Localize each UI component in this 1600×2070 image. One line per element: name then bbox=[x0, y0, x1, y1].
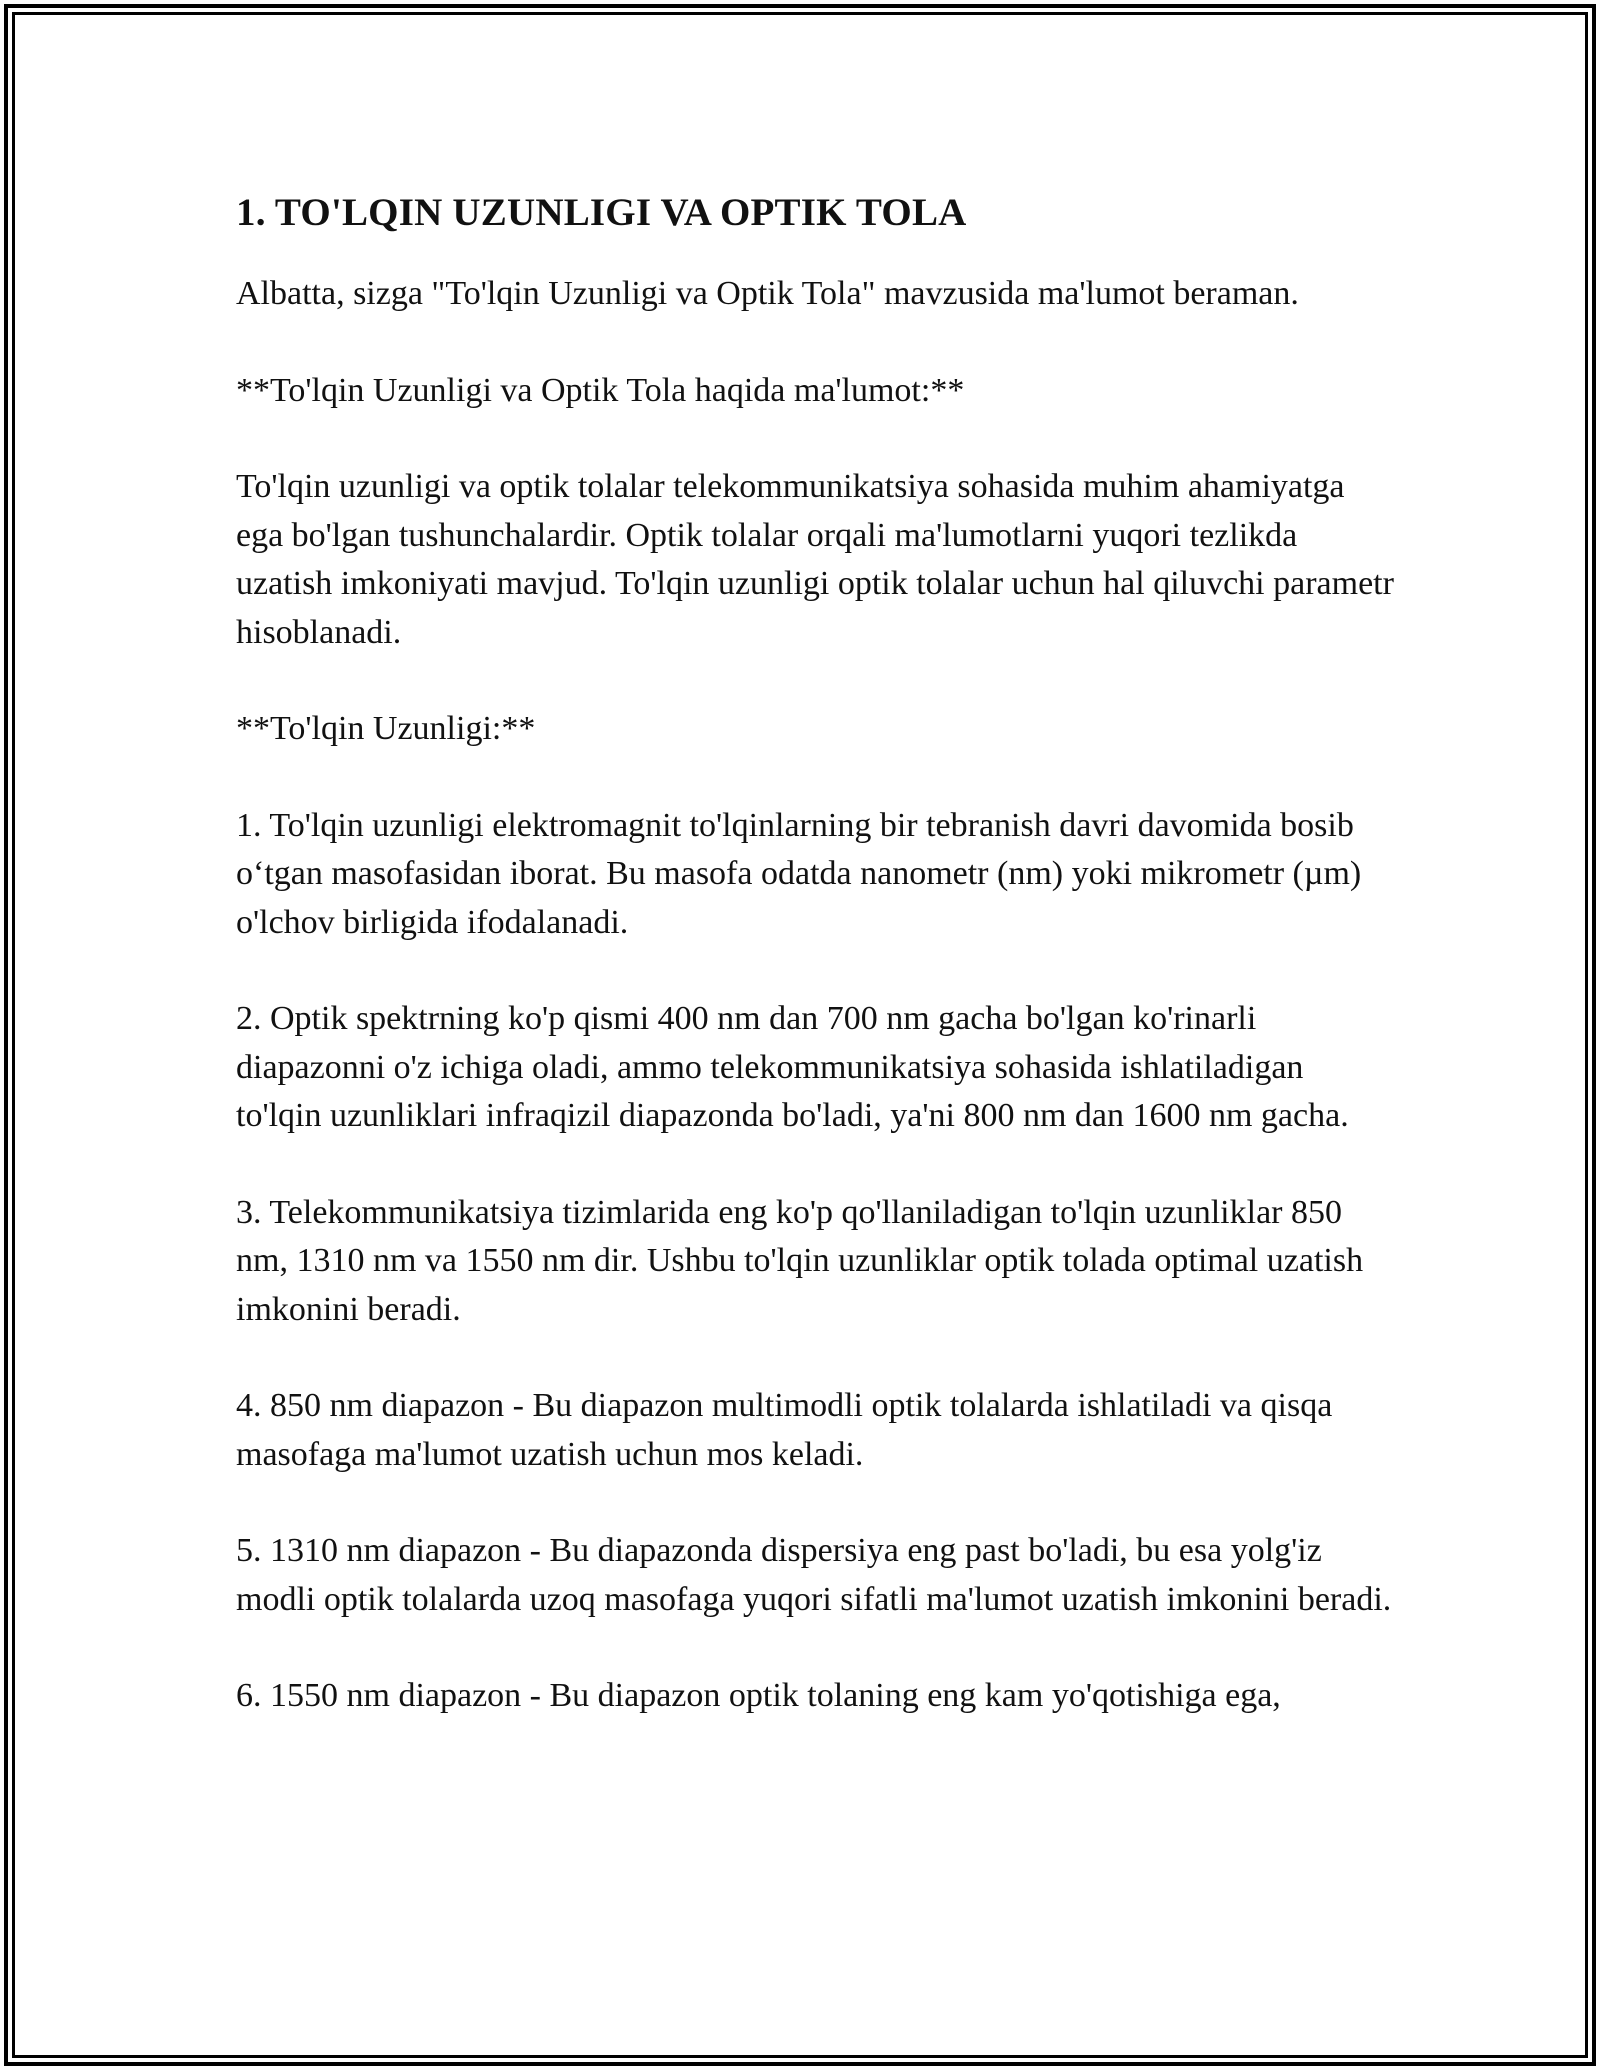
document-body bbox=[236, 188, 1396, 1769]
paragraph-item-6: 6. 1550 nm diapazon - Bu diapazon optik tolaning eng kam yo'qotishiga ega, bbox=[236, 1677, 1281, 1714]
paragraph-item-2: 2. Optik spektrning ko'p qismi 400 nm dan 700 nm gacha bo'lgan ko'rinarli diapazonni o'z ichiga oladi, ammo telekommunikatsiya sohasida ishlatiladigan to'lqin uzunliklari infraqizil diapazonda bo'ladi, ya'ni 800 nm dan 1600 nm gacha. bbox=[236, 1000, 1349, 1134]
paragraph-subheading-wavelength: **To'lqin Uzunligi:** bbox=[236, 710, 536, 747]
paragraph-subheading-info: **To'lqin Uzunligi va Optik Tola haqida ma'lumot:** bbox=[236, 371, 965, 409]
paragraph-item-5: 5. 1310 nm diapazon - Bu diapazonda dispersiya eng past bo'ladi, bu esa yolg'iz modli optik tolalarda uzoq masofaga yuqori sifatli ma'lumot uzatish imkonini beradi. bbox=[236, 1532, 1392, 1618]
paragraph-intro: Albatta, sizga "To'lqin Uzunligi va Optik Tola" mavzusida ma'lumot beraman. bbox=[236, 275, 1299, 312]
paragraph-item-1: 1. To'lqin uzunligi elektromagnit to'lqinlarning bir tebranish davri davomida bosib o‘tgan masofasidan iborat. Bu masofa odatda nanometr (nm) yoki mikrometr (µm) o'lchov birligida ifodalanadi. bbox=[236, 806, 1362, 941]
paragraph-overview: To'lqin uzunligi va optik tolalar telekommunikatsiya sohasida muhim ahamiyatga ega bo'lgan tushunchalardir. Optik tolalar orqali ma'lumotlarni yuqori tezlikda uzatish imkoniyati mavjud. To'lqin uzunligi optik tolalar uchun hal qiluvchi parametr hisoblanadi. bbox=[236, 468, 1394, 651]
paragraph-item-4: 4. 850 nm diapazon - Bu diapazon multimodli optik tolalarda ishlatiladi va qisqa masofaga ma'lumot uzatish uchun mos keladi. bbox=[236, 1387, 1333, 1473]
paragraph-item-3: 3. Telekommunikatsiya tizimlarida eng ko'p qo'llaniladigan to'lqin uzunliklar 850 nm, 1310 nm va 1550 nm dir. Ushbu to'lqin uzunliklar optik tolada optimal uzatish imkonini beradi. bbox=[236, 1193, 1364, 1328]
document-title: 1. TO'LQIN UZUNLIGI VA OPTIK TOLA bbox=[236, 191, 967, 234]
